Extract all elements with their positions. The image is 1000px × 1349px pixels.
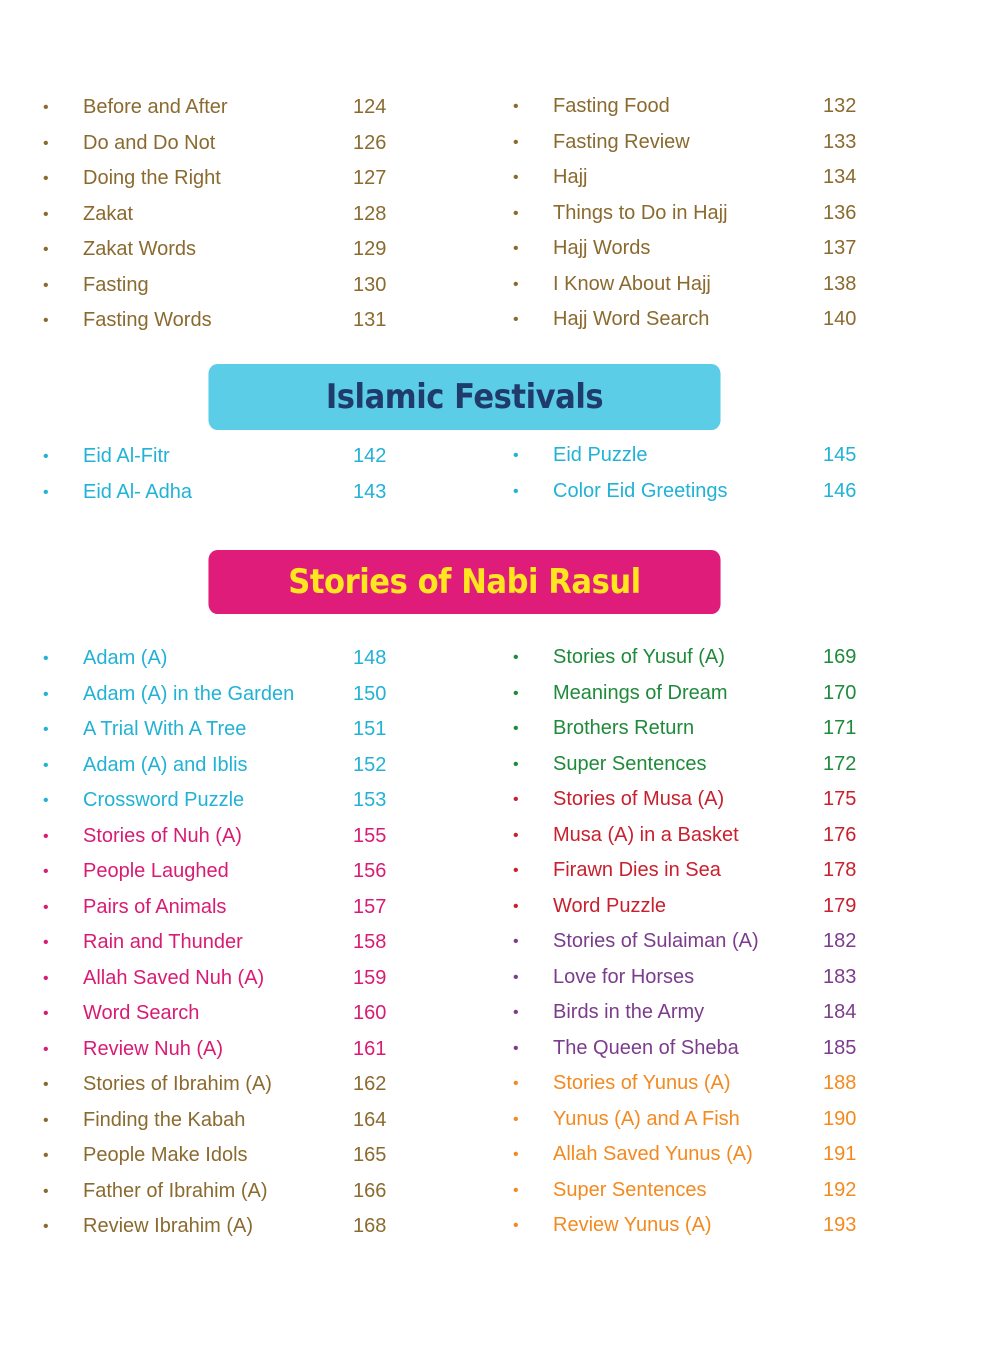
toc-entry <box>40 1138 400 1174</box>
toc-entry-page: 142 <box>353 445 387 467</box>
toc-entry-title: Doing the Right <box>83 167 221 189</box>
toc-entry <box>40 712 400 748</box>
bullet-icon: • <box>513 862 519 879</box>
bullet-icon: • <box>513 684 519 702</box>
stories-left-list <box>40 641 400 1245</box>
toc-entry-page: 128 <box>353 202 387 225</box>
top-right-list <box>510 89 870 338</box>
bullet-icon: • <box>43 483 49 501</box>
toc-entry <box>40 1032 400 1068</box>
bullet-icon: • <box>513 1217 519 1234</box>
toc-entry-page: 191 <box>823 1143 857 1165</box>
toc-entry-title: People Laughed <box>83 860 229 882</box>
toc-entry-page: 132 <box>823 95 857 117</box>
toc-entry-page: 160 <box>353 1002 387 1024</box>
toc-entry-page: 150 <box>353 682 387 705</box>
toc-entry <box>40 819 400 855</box>
toc-entry <box>40 925 400 961</box>
toc-entry-title: Eid Al- Adha <box>83 480 192 503</box>
bullet-icon: • <box>43 1218 49 1235</box>
bullet-icon: • <box>513 720 519 737</box>
toc-entry-title: Adam (A) <box>83 647 168 669</box>
bullet-icon: • <box>43 934 49 951</box>
toc-entry-title: Zakat Words <box>83 238 196 260</box>
bullet-icon: • <box>513 1181 519 1199</box>
bullet-icon: • <box>513 204 519 222</box>
toc-entry <box>40 303 400 339</box>
toc-entry <box>40 475 400 511</box>
toc-entry-title: Fasting <box>83 273 149 296</box>
bullet-icon: • <box>43 1147 49 1164</box>
toc-entry-title: Fasting Words <box>83 309 212 331</box>
toc-entry-page: 185 <box>823 1036 857 1059</box>
toc-entry-page: 168 <box>353 1215 387 1237</box>
toc-entry-title: Hajj <box>553 166 588 188</box>
toc-entry-page: 133 <box>823 130 857 153</box>
bullet-icon: • <box>513 897 519 915</box>
toc-entry <box>510 196 870 232</box>
toc-entry-title: Color Eid Greetings <box>553 479 728 502</box>
toc-entry-page: 158 <box>353 931 387 953</box>
bullet-icon: • <box>43 650 49 667</box>
bullet-icon: • <box>513 1039 519 1057</box>
toc-entry-title: Review Ibrahim (A) <box>83 1215 254 1237</box>
toc-entry-title: Stories of Sulaiman (A) <box>553 930 759 952</box>
toc-entry <box>510 747 870 783</box>
toc-entry-title: A Trial With A Tree <box>83 718 247 740</box>
toc-entry <box>40 783 400 819</box>
toc-entry-title: Stories of Yusuf (A) <box>553 646 725 668</box>
toc-entry-title: Fasting Review <box>553 130 690 153</box>
stories-right-list <box>510 640 870 1244</box>
toc-entry-title: Musa (A) in a Basket <box>553 823 739 846</box>
toc-entry <box>510 640 870 676</box>
toc-entry-title: Meanings of Dream <box>553 681 728 704</box>
toc-entry <box>510 474 870 510</box>
toc-entry <box>40 1174 400 1210</box>
toc-entry-title: Eid Al-Fitr <box>83 445 170 467</box>
toc-entry-title: Zakat <box>83 202 134 225</box>
toc-entry-title: Word Puzzle <box>553 894 667 917</box>
toc-entry-title: Yunus (A) and A Fish <box>553 1107 740 1130</box>
bullet-icon: • <box>43 1040 49 1058</box>
bullet-icon: • <box>43 792 49 809</box>
bullet-icon: • <box>43 721 49 738</box>
toc-entry-title: People Make Idols <box>83 1144 248 1166</box>
toc-entry <box>510 160 870 196</box>
toc-entry-page: 127 <box>353 167 387 189</box>
bullet-icon: • <box>513 311 519 328</box>
toc-entry <box>510 89 870 125</box>
toc-entry-page: 184 <box>823 1001 857 1023</box>
toc-entry-title: Adam (A) and Iblis <box>83 753 248 776</box>
toc-entry-page: 131 <box>353 309 387 331</box>
toc-entry <box>510 676 870 712</box>
toc-entry <box>40 996 400 1032</box>
toc-entry-title: Birds in the Army <box>553 1001 705 1023</box>
bullet-icon: • <box>513 826 519 844</box>
bullet-icon: • <box>43 99 49 116</box>
bullet-icon: • <box>43 1182 49 1200</box>
stories-of-nabi-rasul-heading: Stories of Nabi Rasul <box>208 550 720 614</box>
toc-entry <box>40 232 400 268</box>
toc-entry-page: 169 <box>823 646 857 668</box>
toc-entry <box>40 677 400 713</box>
toc-entry <box>510 1031 870 1067</box>
bullet-icon: • <box>513 1146 519 1163</box>
toc-entry-page: 193 <box>823 1214 857 1236</box>
toc-entry <box>510 1208 870 1244</box>
bullet-icon: • <box>43 276 49 294</box>
bullet-icon: • <box>43 827 49 845</box>
toc-entry-title: Before and After <box>83 96 228 118</box>
toc-entry <box>40 1209 400 1245</box>
toc-entry-title: Eid Puzzle <box>553 444 648 466</box>
bullet-icon: • <box>43 756 49 774</box>
toc-entry-page: 136 <box>823 201 857 224</box>
toc-entry <box>510 231 870 267</box>
toc-entry <box>510 1102 870 1138</box>
toc-entry <box>40 161 400 197</box>
toc-entry-page: 157 <box>353 895 387 918</box>
bullet-icon: • <box>43 898 49 916</box>
bullet-icon: • <box>513 933 519 950</box>
toc-entry-title: Brothers Return <box>553 717 695 739</box>
toc-entry-title: Hajj Word Search <box>553 308 710 330</box>
bullet-icon: • <box>43 241 49 258</box>
toc-entry <box>510 1137 870 1173</box>
toc-entry <box>40 1103 400 1139</box>
toc-entry-page: 124 <box>353 96 387 118</box>
festivals-right-list <box>510 438 870 509</box>
bullet-icon: • <box>43 205 49 223</box>
toc-entry-page: 134 <box>823 166 857 188</box>
toc-entry <box>510 438 870 474</box>
toc-entry <box>40 90 400 126</box>
toc-entry-page: 126 <box>353 131 387 154</box>
toc-entry-title: Finding the Kabah <box>83 1108 246 1131</box>
toc-entry <box>510 125 870 161</box>
toc-entry-page: 137 <box>823 237 857 259</box>
toc-entry-page: 161 <box>353 1037 387 1060</box>
toc-entry <box>40 126 400 162</box>
bullet-icon: • <box>43 1005 49 1022</box>
toc-entry-page: 175 <box>823 788 857 810</box>
toc-entry-title: Father of Ibrahim (A) <box>83 1179 268 1202</box>
toc-entry <box>510 960 870 996</box>
toc-entry <box>510 267 870 303</box>
bullet-icon: • <box>513 447 519 464</box>
toc-entry-page: 165 <box>353 1144 387 1166</box>
toc-entry <box>510 818 870 854</box>
bullet-icon: • <box>43 969 49 987</box>
bullet-icon: • <box>513 98 519 115</box>
toc-entry-page: 179 <box>823 894 857 917</box>
toc-entry-title: Rain and Thunder <box>83 931 243 953</box>
toc-entry-title: Firawn Dies in Sea <box>553 859 721 881</box>
toc-entry-title: Word Search <box>83 1002 200 1024</box>
toc-entry-page: 151 <box>353 718 387 740</box>
toc-entry <box>40 748 400 784</box>
toc-entry-page: 176 <box>823 823 857 846</box>
toc-entry-page: 162 <box>353 1073 387 1095</box>
bullet-icon: • <box>513 482 519 500</box>
festivals-left-list <box>40 439 400 510</box>
toc-entry-page: 130 <box>353 273 387 296</box>
toc-entry-page: 129 <box>353 238 387 260</box>
bullet-icon: • <box>513 755 519 773</box>
toc-entry <box>40 439 400 475</box>
toc-entry-page: 182 <box>823 930 857 952</box>
toc-entry-page: 166 <box>353 1179 387 1202</box>
top-left-list <box>40 90 400 339</box>
toc-entry-title: Hajj Words <box>553 237 651 259</box>
toc-entry-page: 170 <box>823 681 857 704</box>
toc-entry-page: 188 <box>823 1072 857 1094</box>
toc-entry-page: 148 <box>353 647 387 669</box>
toc-entry-title: Fasting Food <box>553 95 670 117</box>
toc-entry-title: Things to Do in Hajj <box>553 201 728 224</box>
toc-entry <box>40 854 400 890</box>
bullet-icon: • <box>43 134 49 152</box>
toc-entry <box>40 1067 400 1103</box>
toc-entry <box>510 782 870 818</box>
toc-entry-title: Stories of Yunus (A) <box>553 1072 731 1094</box>
bullet-icon: • <box>513 1075 519 1092</box>
toc-entry-page: 164 <box>353 1108 387 1131</box>
toc-entry-page: 143 <box>353 480 387 503</box>
bullet-icon: • <box>513 133 519 151</box>
toc-entry <box>510 889 870 925</box>
toc-entry-title: Love for Horses <box>553 965 695 988</box>
toc-entry <box>40 961 400 997</box>
toc-entry-title: Super Sentences <box>553 752 707 775</box>
toc-entry-page: 155 <box>353 824 387 847</box>
bullet-icon: • <box>43 685 49 703</box>
toc-entry-title: Stories of Nuh (A) <box>83 824 242 847</box>
bullet-icon: • <box>513 275 519 293</box>
bullet-icon: • <box>513 169 519 186</box>
toc-entry-title: Allah Saved Nuh (A) <box>83 966 265 989</box>
bullet-icon: • <box>43 448 49 465</box>
toc-entry-page: 156 <box>353 860 387 882</box>
toc-entry-page: 145 <box>823 444 857 466</box>
islamic-festivals-heading: Islamic Festivals <box>208 364 720 430</box>
toc-entry <box>510 302 870 338</box>
toc-entry <box>510 995 870 1031</box>
toc-entry-page: 183 <box>823 965 857 988</box>
toc-entry-title: Do and Do Not <box>83 131 216 154</box>
toc-entry-title: The Queen of Sheba <box>553 1036 739 1059</box>
toc-entry-page: 146 <box>823 479 857 502</box>
toc-entry-page: 159 <box>353 966 387 989</box>
toc-entry <box>40 197 400 233</box>
bullet-icon: • <box>513 968 519 986</box>
toc-entry <box>510 924 870 960</box>
toc-entry-page: 140 <box>823 308 857 330</box>
toc-entry <box>40 268 400 304</box>
bullet-icon: • <box>43 1076 49 1093</box>
toc-entry-title: Pairs of Animals <box>83 895 227 918</box>
toc-entry <box>510 1066 870 1102</box>
bullet-icon: • <box>513 649 519 666</box>
bullet-icon: • <box>43 170 49 187</box>
toc-entry <box>510 1173 870 1209</box>
toc-entry-page: 152 <box>353 753 387 776</box>
toc-entry-title: Allah Saved Yunus (A) <box>553 1143 753 1165</box>
bullet-icon: • <box>43 863 49 880</box>
toc-entry-title: Review Yunus (A) <box>553 1214 712 1236</box>
toc-entry-page: 172 <box>823 752 857 775</box>
toc-entry-title: Stories of Musa (A) <box>553 788 725 810</box>
toc-entry-title: Super Sentences <box>553 1178 707 1201</box>
toc-entry <box>510 711 870 747</box>
bullet-icon: • <box>513 1004 519 1021</box>
bullet-icon: • <box>513 240 519 257</box>
toc-entry-page: 178 <box>823 859 857 881</box>
toc-entry-title: Review Nuh (A) <box>83 1037 224 1060</box>
toc-entry <box>40 641 400 677</box>
toc-entry-title: Adam (A) in the Garden <box>83 682 295 705</box>
toc-entry-title: Crossword Puzzle <box>83 789 245 811</box>
toc-entry <box>40 890 400 926</box>
toc-entry-page: 138 <box>823 272 857 295</box>
toc-entry-page: 190 <box>823 1107 857 1130</box>
toc-entry-title: I Know About Hajj <box>553 272 711 295</box>
bullet-icon: • <box>43 1111 49 1129</box>
bullet-icon: • <box>513 791 519 808</box>
toc-entry-title: Stories of Ibrahim (A) <box>83 1073 272 1095</box>
toc-entry-page: 171 <box>823 717 857 739</box>
bullet-icon: • <box>513 1110 519 1128</box>
toc-entry-page: 192 <box>823 1178 857 1201</box>
toc-entry-page: 153 <box>353 789 387 811</box>
bullet-icon: • <box>43 312 49 329</box>
toc-entry <box>510 853 870 889</box>
